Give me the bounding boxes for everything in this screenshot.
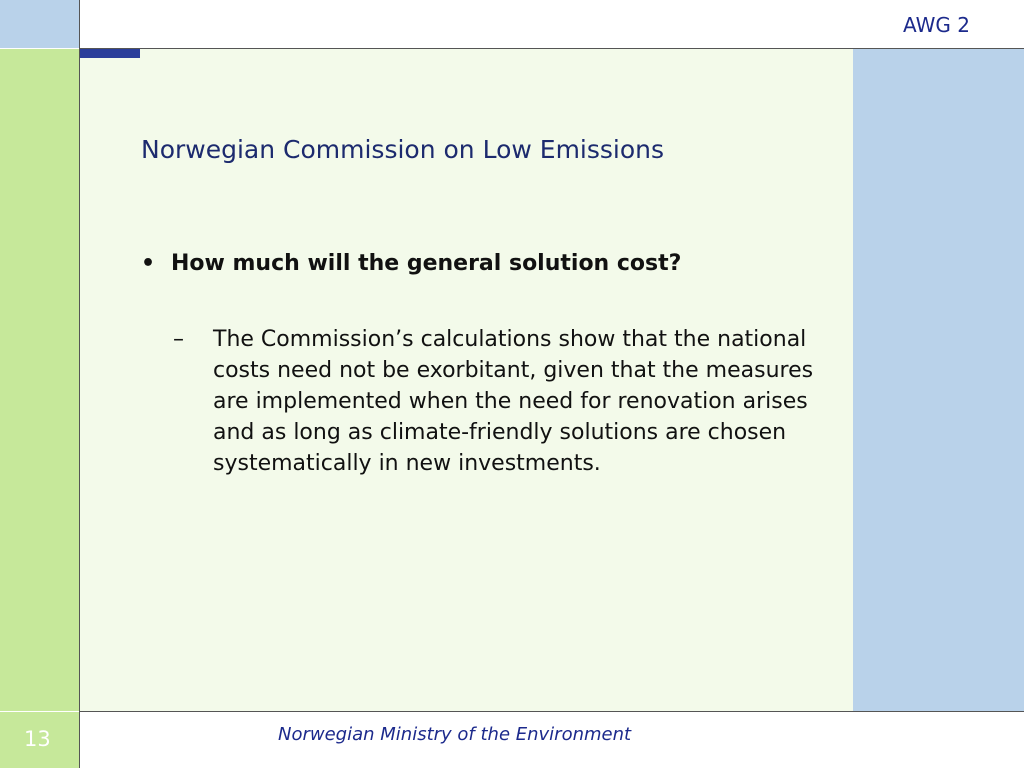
sub-bullet-marker: – <box>173 327 184 352</box>
footer-organization: Norwegian Ministry of the Environment <box>278 724 632 745</box>
bullet-item <box>141 251 841 276</box>
bullet-marker: • <box>141 251 156 276</box>
top-divider-line <box>79 48 1024 49</box>
bottom-divider-line <box>79 711 1024 712</box>
top-left-corner-block <box>0 0 79 48</box>
left-divider-line <box>79 0 80 768</box>
page-number: 13 <box>24 727 51 751</box>
accent-bar <box>80 49 140 58</box>
right-blue-band <box>853 49 1024 711</box>
sub-bullet-text: The Commission’s calculations show that the national costs need not be exorbitant, given that the measures are implemented when the need for renovation arises and as long as climate-friendly solutions are chosen systematically in new investments. <box>213 327 814 476</box>
slide-title: Norwegian Commission on Low Emissions <box>141 135 665 164</box>
left-green-band <box>0 49 79 711</box>
header-label: AWG 2 <box>903 13 970 37</box>
bullet-text: How much will the general solution cost? <box>171 251 682 276</box>
sub-bullet-item <box>173 324 845 479</box>
